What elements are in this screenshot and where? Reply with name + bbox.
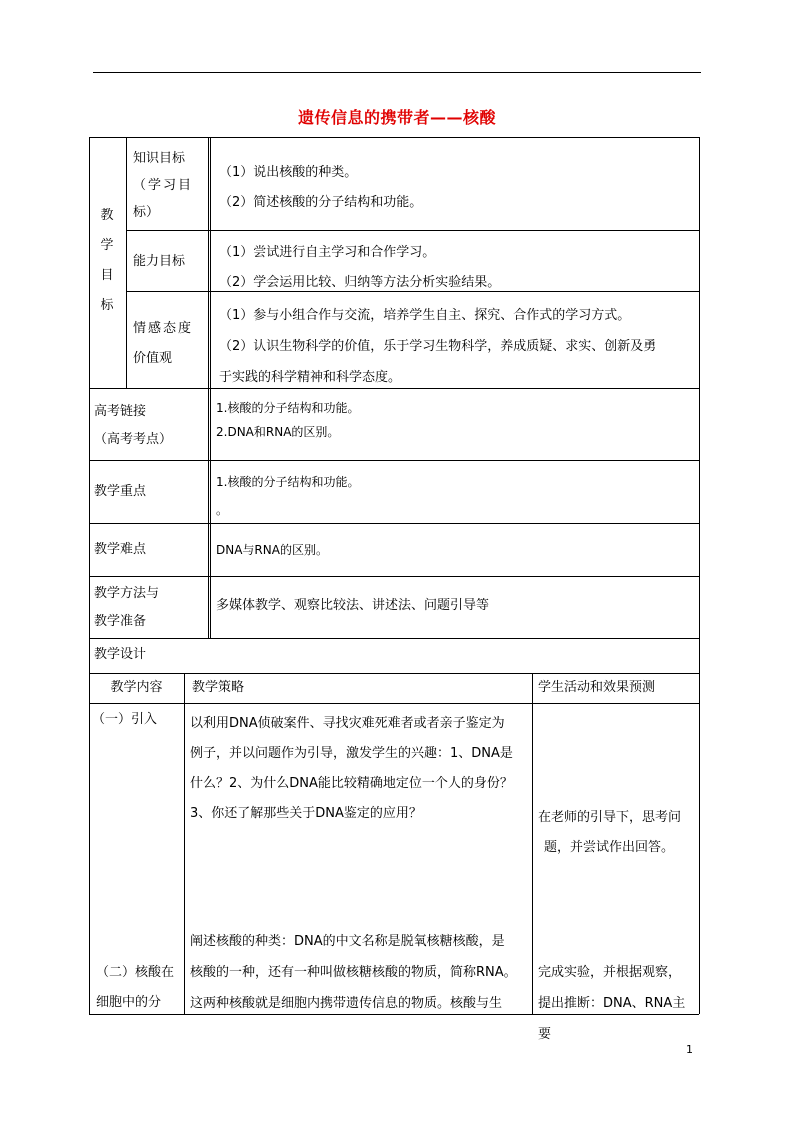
difficulties-text: DNA与RNA的区别。 — [216, 543, 328, 557]
header-activity: 学生活动和效果预测 — [538, 680, 656, 695]
knowledge-items: （1）说出核酸的种类。 （2）简述核酸的分子结构和功能。 — [219, 165, 423, 210]
page-number: 1 — [686, 1043, 693, 1056]
header-strategy: 教学策略 — [192, 680, 245, 695]
header-rule — [93, 72, 701, 73]
exam-link-label: 高考链接 （高考考点） — [94, 404, 173, 447]
ability-label: 能力目标 — [133, 254, 186, 269]
difficulties-label: 教学难点 — [94, 542, 147, 557]
row-intro-activity: 在老师的引导下，思考问 题，并尝试作出回答。 — [538, 810, 682, 855]
knowledge-label: 知识目标 （学习目 标） — [133, 151, 194, 220]
emotion-items: （1）参与小组合作与交流，培养学生自主、探究、合作式的学习方式。 （2）认识生物科学的价值，乐于学习生物科学，养成质疑、求实、创新及勇 于实践的科学精神和科学态度。 — [219, 308, 657, 385]
key-points-label: 教学重点 — [94, 484, 147, 499]
row-distribution-activity: 完成实验，并根据观察， 提出推断：DNA、RNA主要 — [538, 965, 686, 1042]
ability-items: （1）尝试进行自主学习和合作学习。 （2）学会运用比较、归纳等方法分析实验结果。 — [219, 245, 501, 290]
row-intro-strategy: 以利用DNA侦破案件、寻找灾难死难者或者亲子鉴定为 例子，并以问题作为引导，激发学生的兴趣：1、DNA是 什么？2、为什么DNA能比较精确地定位一个人的身份？ 3、你还了解那些关于DNA鉴定的应用？ — [190, 716, 513, 821]
emotion-label: 情感态度 价值观 — [133, 321, 194, 366]
row-distribution-content: （二）核酸在 细胞中的分 — [96, 965, 175, 1010]
objectives-group-label: 教 学 目 标 — [100, 208, 114, 313]
design-label: 教学设计 — [94, 647, 147, 662]
exam-link-items: 1.核酸的分子结构和功能。 2.DNA和RNA的区别。 — [216, 401, 360, 439]
row-intro-content: （一）引入 — [92, 712, 158, 727]
row-distribution-strategy: 阐述核酸的种类：DNA的中文名称是脱氧核糖核酸，是 核酸的一种，还有一种叫做核糖核酸的物质，简称RNA。 这两种核酸就是细胞内携带遗传信息的物质。核酸与生 — [190, 934, 517, 1011]
header-content: 教学内容 — [110, 680, 163, 695]
methods-label: 教学方法与 教学准备 — [94, 586, 160, 629]
document-title: 遗传信息的携带者——核酸 — [297, 108, 496, 127]
key-points-items: 1.核酸的分子结构和功能。 。 — [216, 475, 360, 517]
methods-text: 多媒体教学、观察比较法、讲述法、问题引导等 — [216, 598, 490, 613]
